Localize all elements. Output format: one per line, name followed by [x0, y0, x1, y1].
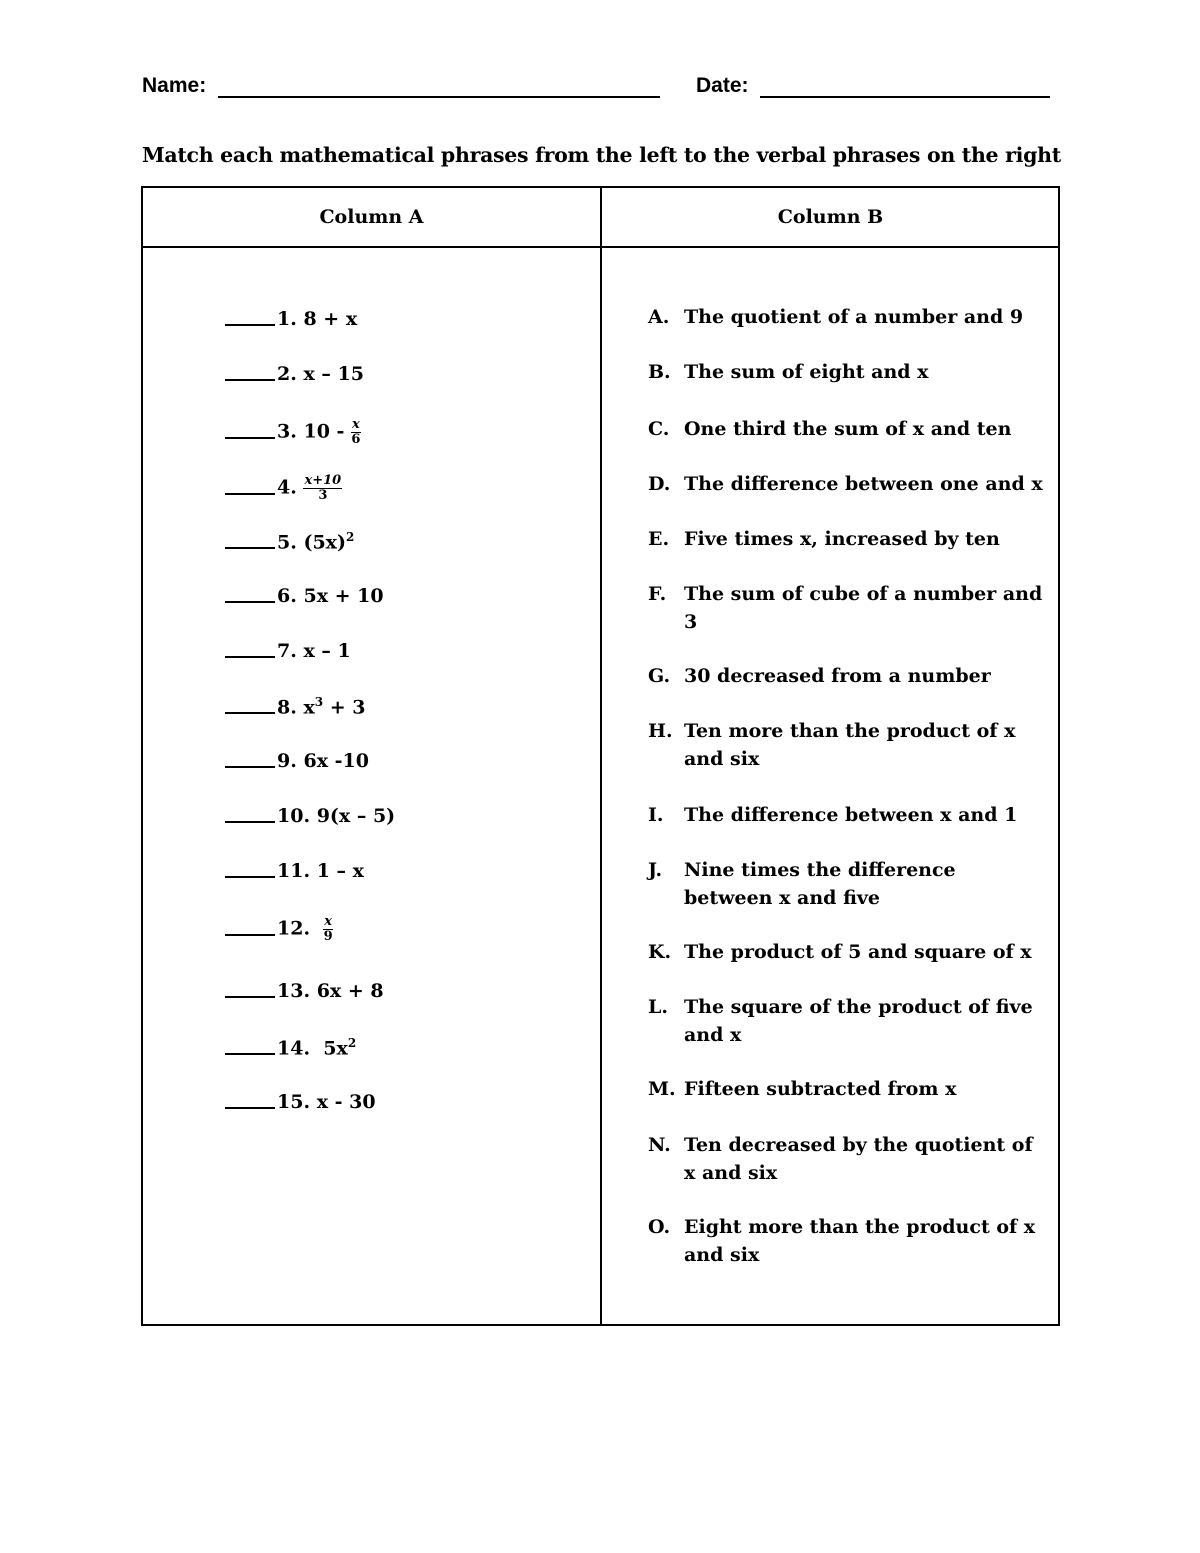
item-number: 3. — [277, 420, 297, 443]
column-a-item — [225, 805, 395, 827]
column-b-item — [648, 525, 1048, 553]
column-a-item — [225, 980, 384, 1002]
item-number: 6. — [277, 585, 297, 607]
column-a-item — [225, 1091, 376, 1113]
item-letter: F. — [648, 583, 667, 605]
column-a-item — [225, 474, 342, 503]
expression: 1 – x — [316, 860, 364, 882]
instruction-text: Match each mathematical phrases from the left to the verbal phrases on the right — [142, 143, 1061, 167]
expression: x – 15 — [303, 363, 364, 385]
item-letter: M. — [648, 1078, 676, 1100]
item-number: 9. — [277, 750, 297, 772]
answer-blank[interactable] — [225, 876, 275, 878]
column-b-item — [648, 938, 1048, 966]
expression: 5x — [323, 1037, 348, 1060]
column-b-item — [648, 1213, 1048, 1269]
answer-blank[interactable] — [225, 547, 275, 549]
item-letter: K. — [648, 941, 672, 963]
name-label: Name: — [142, 74, 207, 97]
expression: x - 30 — [316, 1091, 376, 1113]
column-b-item — [648, 415, 1048, 443]
item-number: 14. — [277, 1037, 311, 1060]
item-letter: B. — [648, 361, 671, 383]
column-b-item — [648, 580, 1048, 636]
column-a-item — [225, 530, 354, 553]
column-b-item — [648, 993, 1048, 1049]
expression: 6x + 8 — [316, 980, 384, 1002]
exponent: 2 — [347, 1036, 357, 1050]
expression-prefix: 10 - — [303, 420, 352, 443]
name-field-line[interactable] — [218, 96, 660, 98]
answer-blank[interactable] — [225, 766, 275, 768]
item-number: 12. — [277, 917, 311, 940]
item-phrase: The product of 5 and square of x — [684, 941, 1032, 963]
item-phrase: The quotient of a number and 9 — [684, 306, 1024, 328]
column-a-item — [225, 363, 364, 385]
item-number: 10. — [277, 805, 311, 827]
item-phrase: Ten decreased by the quotient of x and six — [684, 1134, 1033, 1184]
column-b-item — [648, 358, 1048, 386]
item-number: 7. — [277, 640, 297, 662]
item-phrase: The square of the product of five and x — [684, 996, 1033, 1046]
item-number: 4. — [277, 476, 297, 499]
fraction — [323, 915, 333, 944]
column-a-item — [225, 915, 333, 944]
fraction-numerator: x+10 — [304, 473, 342, 488]
item-letter: C. — [648, 418, 670, 440]
column-b-item — [648, 470, 1048, 498]
answer-blank[interactable] — [225, 712, 275, 714]
item-number: 1. — [277, 308, 297, 330]
column-a-item — [225, 585, 384, 607]
answer-blank[interactable] — [225, 493, 275, 495]
item-phrase: The difference between x and 1 — [684, 804, 1018, 826]
item-number: 5. — [277, 531, 297, 554]
fraction-numerator: x — [324, 914, 333, 929]
column-a-item — [225, 750, 369, 772]
expression: 6x -10 — [303, 750, 369, 772]
answer-blank[interactable] — [225, 996, 275, 998]
column-b-header: Column B — [777, 206, 884, 228]
column-a-item — [225, 695, 366, 718]
column-a-item — [225, 1036, 356, 1059]
item-number: 2. — [277, 363, 297, 385]
column-a-item — [225, 308, 357, 330]
column-divider — [600, 188, 602, 1324]
expression: 8 + x — [303, 308, 358, 330]
answer-blank[interactable] — [225, 379, 275, 381]
item-number: 8. — [277, 696, 297, 719]
item-phrase: Nine times the difference between x and five — [684, 859, 956, 909]
item-letter: H. — [648, 720, 673, 742]
column-b-item — [648, 303, 1048, 331]
answer-blank[interactable] — [225, 601, 275, 603]
item-letter: D. — [648, 473, 671, 495]
answer-blank[interactable] — [225, 821, 275, 823]
expression: 9(x – 5) — [316, 805, 396, 827]
column-b-item — [648, 717, 1048, 773]
column-a-item — [225, 418, 361, 447]
item-letter: N. — [648, 1134, 671, 1156]
item-phrase: The sum of cube of a number and 3 — [684, 583, 1043, 633]
expression: x — [303, 696, 315, 719]
column-a-header: Column A — [319, 206, 424, 228]
fraction — [351, 418, 361, 447]
expression: x – 1 — [303, 640, 351, 662]
matching-table — [141, 186, 1060, 1326]
fraction-denominator: 6 — [351, 432, 361, 447]
column-b-item — [648, 856, 1048, 912]
date-label: Date: — [696, 74, 749, 97]
item-letter: O. — [648, 1216, 671, 1238]
item-letter: A. — [648, 306, 670, 328]
item-phrase: One third the sum of x and ten — [684, 418, 1012, 440]
exponent: 2 — [346, 530, 355, 544]
item-letter: I. — [648, 804, 664, 826]
item-number: 11. — [277, 860, 311, 882]
column-a-item — [225, 860, 364, 882]
date-field-line[interactable] — [760, 96, 1050, 98]
fraction-denominator: 3 — [318, 488, 328, 503]
item-phrase: Fifteen subtracted from x — [684, 1078, 957, 1100]
fraction-denominator: 9 — [323, 929, 333, 944]
item-phrase: The difference between one and x — [684, 473, 1043, 495]
item-phrase: 30 decreased from a number — [684, 665, 991, 687]
item-phrase: Eight more than the product of x and six — [684, 1216, 1036, 1266]
item-phrase: Ten more than the product of x and six — [684, 720, 1016, 770]
answer-blank[interactable] — [225, 437, 275, 439]
answer-blank[interactable] — [225, 1107, 275, 1109]
answer-blank[interactable] — [225, 324, 275, 326]
item-phrase: Five times x, increased by ten — [684, 528, 1000, 550]
column-b-item — [648, 662, 1048, 690]
item-number: 15. — [277, 1091, 311, 1113]
item-letter: G. — [648, 665, 671, 687]
item-phrase: The sum of eight and x — [684, 361, 929, 383]
column-b-item — [648, 1075, 1048, 1103]
column-b-item — [648, 801, 1048, 829]
item-letter: J. — [648, 859, 663, 881]
item-number: 13. — [277, 980, 311, 1002]
expression-suffix: + 3 — [323, 696, 366, 719]
header-divider — [143, 246, 1058, 248]
answer-blank[interactable] — [225, 934, 275, 936]
item-letter: E. — [648, 528, 670, 550]
expression: (5x) — [303, 531, 346, 554]
column-a-item — [225, 640, 351, 662]
fraction — [303, 474, 342, 503]
answer-blank[interactable] — [225, 1053, 275, 1055]
exponent: 3 — [314, 695, 324, 709]
answer-blank[interactable] — [225, 656, 275, 658]
column-b-item — [648, 1131, 1048, 1187]
fraction-numerator: x — [352, 417, 360, 432]
expression: 5x + 10 — [303, 585, 384, 607]
item-letter: L. — [648, 996, 668, 1018]
